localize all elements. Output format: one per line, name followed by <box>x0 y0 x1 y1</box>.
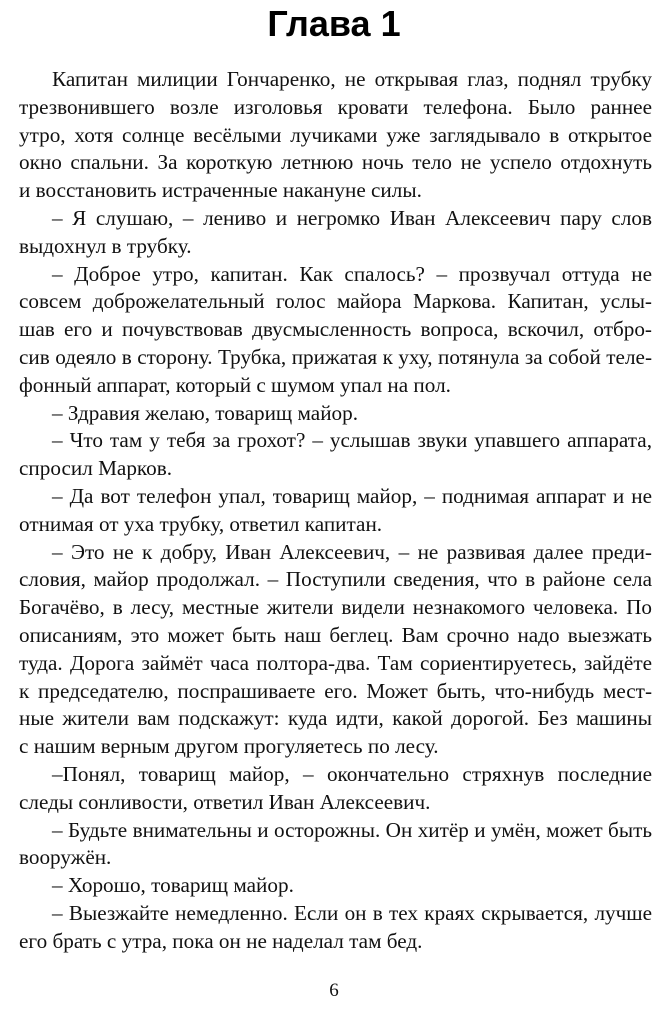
text-line: – Да вот телефон упал, товарищ майор, – поднимая аппарат и не <box>52 483 652 508</box>
text-line: трезвонившего возле изголовья кровати телефона. Было раннее <box>19 94 652 119</box>
text-line: сив одеяло в сторону. Трубка, прижатая к уху, потянула за собой теле- <box>19 344 652 369</box>
text-line: с нашим верным другом прогуляетесь по лесу. <box>19 734 439 759</box>
text-line: словия, майор продолжал. – Поступили сведения, что в районе села <box>19 567 652 592</box>
text-line: совсем доброжелательный голос майора Маркова. Капитан, услы- <box>19 289 652 314</box>
page-number: 6 <box>329 980 339 1001</box>
paragraph <box>19 900 652 956</box>
paragraph <box>19 761 652 817</box>
text-line: Капитан милиции Гончаренко, не открывая глаз, поднял трубку <box>52 67 652 91</box>
text-line: и восстановить истраченные накануне силы. <box>19 178 422 203</box>
text-line: – Я слушаю, – лениво и негромко Иван Алексеевич пару слов <box>52 205 652 230</box>
text-line: вооружён. <box>19 845 112 870</box>
text-line: –Понял, товарищ майор, – окончательно стряхнув последние <box>52 761 652 786</box>
text-line: туда. Дорога займёт часа полтора-два. Там сориентируетесь, зайдёте <box>19 650 652 675</box>
text-line: фонный аппарат, который с шумом упал на пол. <box>19 372 451 397</box>
paragraph <box>19 539 652 761</box>
paragraph <box>19 66 652 205</box>
text-line: – Что там у тебя за грохот? – услышав звуки упавшего аппарата, <box>52 428 652 453</box>
text-line: ные жители вам подскажут: куда идти, какой дорогой. Без машины <box>19 706 652 731</box>
paragraph <box>19 872 652 900</box>
paragraph <box>19 427 652 483</box>
text-line: шав его и почувствовав двусмысленность вопроса, вскочил, отбро- <box>19 317 652 342</box>
text-line: – Доброе утро, капитан. Как спалось? – прозвучал оттуда не <box>52 261 652 286</box>
paragraph <box>19 261 652 400</box>
paragraph <box>19 400 652 428</box>
text-line: отнимая от уха трубку, ответил капитан. <box>19 511 383 536</box>
text-line: следы сонливости, ответил Иван Алексеевич. <box>19 789 431 814</box>
paragraph <box>19 817 652 873</box>
chapter-body <box>19 66 652 956</box>
text-line: – Будьте внимательны и осторожны. Он хитёр и умён, может быть <box>52 817 652 842</box>
text-line: выдохнул в трубку. <box>19 233 192 258</box>
text-line: его брать с утра, пока он не наделал там бед. <box>19 928 423 953</box>
text-line: к председателю, поспрашиваете его. Может быть, что-нибудь мест- <box>19 678 652 703</box>
chapter-title: Глава 1 <box>267 3 401 44</box>
text-line: – Это не к добру, Иван Алексеевич, – не развивая далее преди- <box>52 539 652 564</box>
text-line: спросил Марков. <box>19 456 173 481</box>
text-line: – Здравия желаю, товарищ майор. <box>52 400 359 425</box>
text-line: – Выезжайте немедленно. Если он в тех краях скрывается, лучше <box>52 900 652 925</box>
paragraph <box>19 205 652 261</box>
text-line: утро, хотя солнце весёлыми лучиками уже заглядывало в открытое <box>19 122 652 147</box>
text-line: описаниям, это может быть наш беглец. Вам срочно надо выезжать <box>19 622 652 647</box>
paragraph <box>19 483 652 539</box>
text-line: окно спальни. За короткую летнюю ночь тело не успело отдохнуть <box>19 150 652 175</box>
text-line: Богачёво, в лесу, местные жители видели незнакомого человека. По <box>19 595 652 620</box>
text-line: – Хорошо, товарищ майор. <box>52 873 294 898</box>
